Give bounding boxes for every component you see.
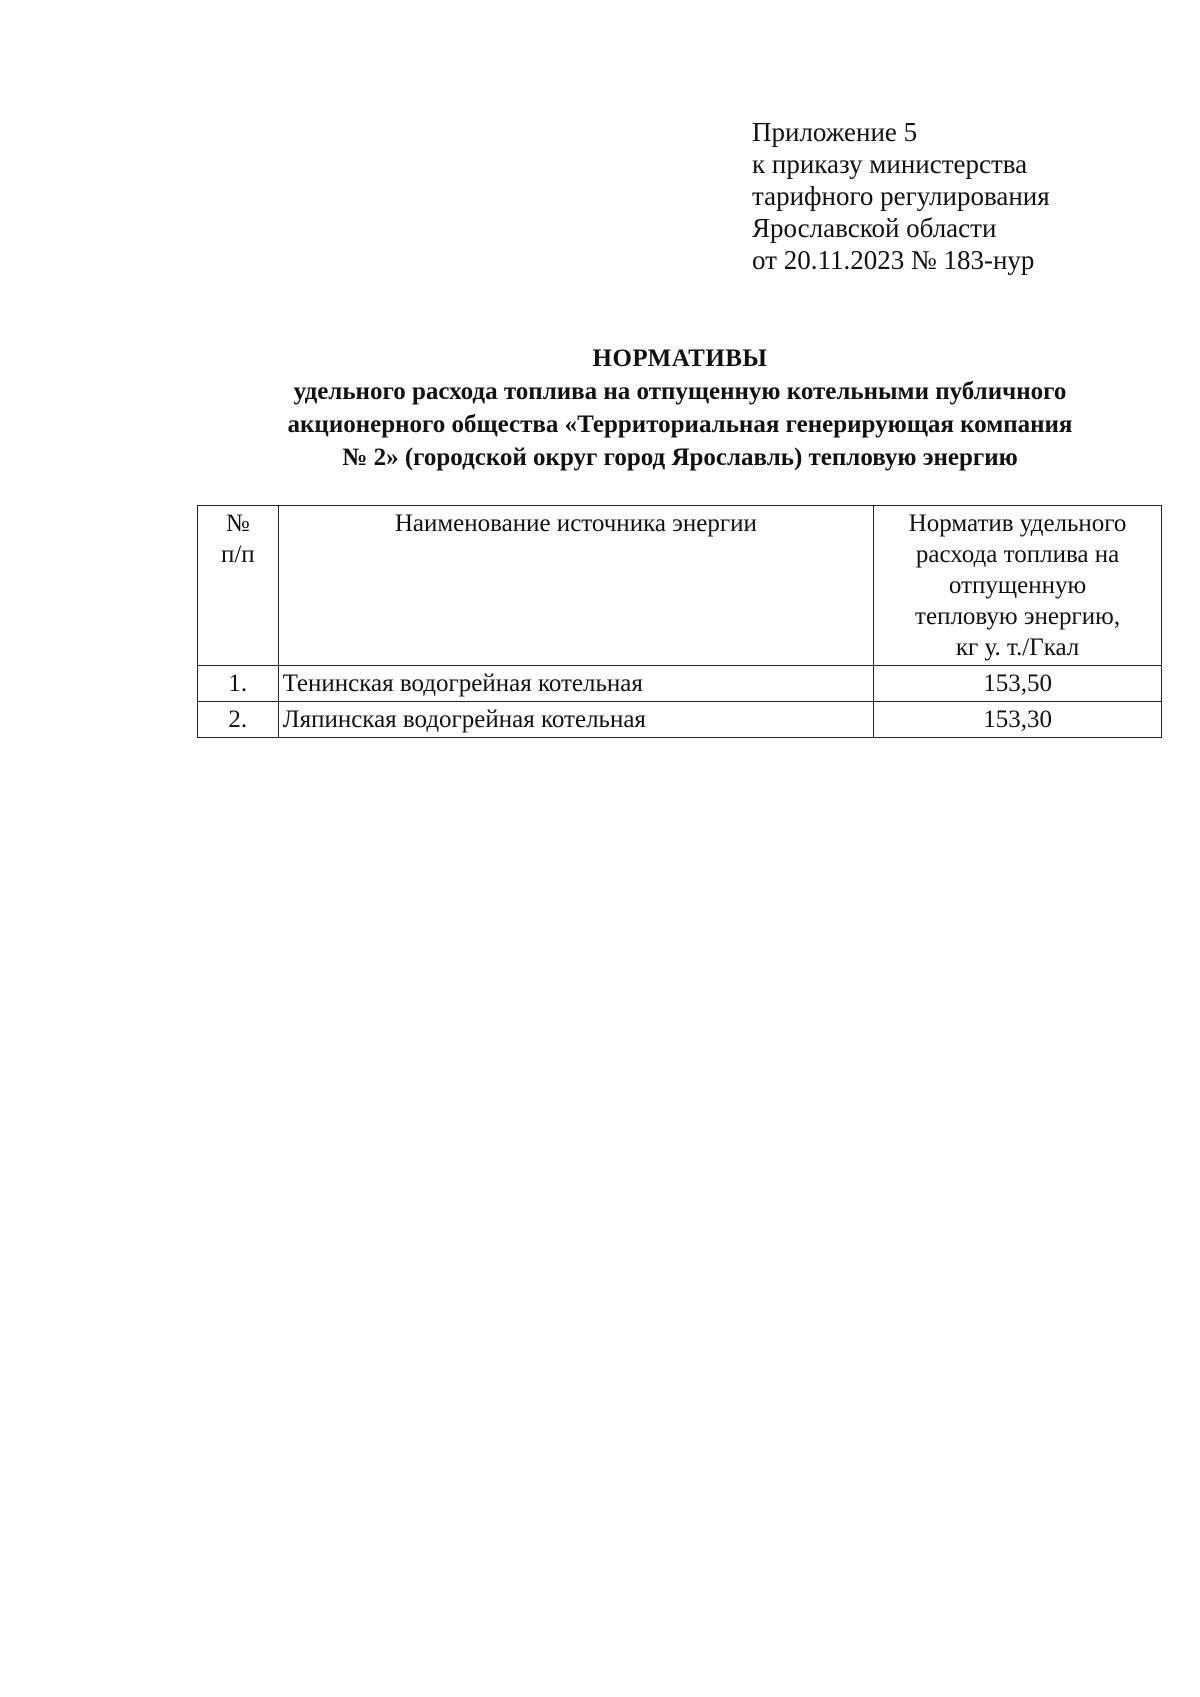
appendix-line: от 20.11.2023 № 183-нур — [752, 245, 1035, 275]
appendix-line: Приложение 5 — [752, 117, 918, 147]
table-row — [198, 666, 1162, 702]
row-name: Ляпинская водогрейная котельная — [278, 702, 874, 738]
norms-table — [197, 505, 1162, 738]
table-header-row — [198, 506, 1162, 666]
row-num: 1. — [198, 666, 279, 702]
document-title — [180, 342, 1180, 474]
title-line: акционерного общества «Территориальная генерирующая компания — [287, 411, 1073, 438]
row-name: Тенинская водогрейная котельная — [278, 666, 874, 702]
row-norm: 153,30 — [874, 702, 1162, 738]
appendix-line: тарифного регулирования — [752, 181, 1050, 211]
header-num: № п/п — [198, 506, 279, 666]
appendix-note — [752, 116, 1152, 276]
title-line: № 2» (городской округ город Ярославль) тепловую энергию — [342, 444, 1018, 471]
header-name: Наименование источника энергии — [278, 506, 874, 666]
row-norm: 153,50 — [874, 666, 1162, 702]
appendix-line: к приказу министерства — [752, 149, 1028, 179]
title-main: НОРМАТИВЫ — [592, 345, 768, 372]
title-line: удельного расхода топлива на отпущенную котельными публичного — [293, 378, 1067, 405]
header-norm: Норматив удельного расхода топлива на отпущенную тепловую энергию, кг у. т./Гкал — [874, 506, 1162, 666]
appendix-line: Ярославской области — [752, 213, 997, 243]
row-num: 2. — [198, 702, 279, 738]
table-row — [198, 702, 1162, 738]
